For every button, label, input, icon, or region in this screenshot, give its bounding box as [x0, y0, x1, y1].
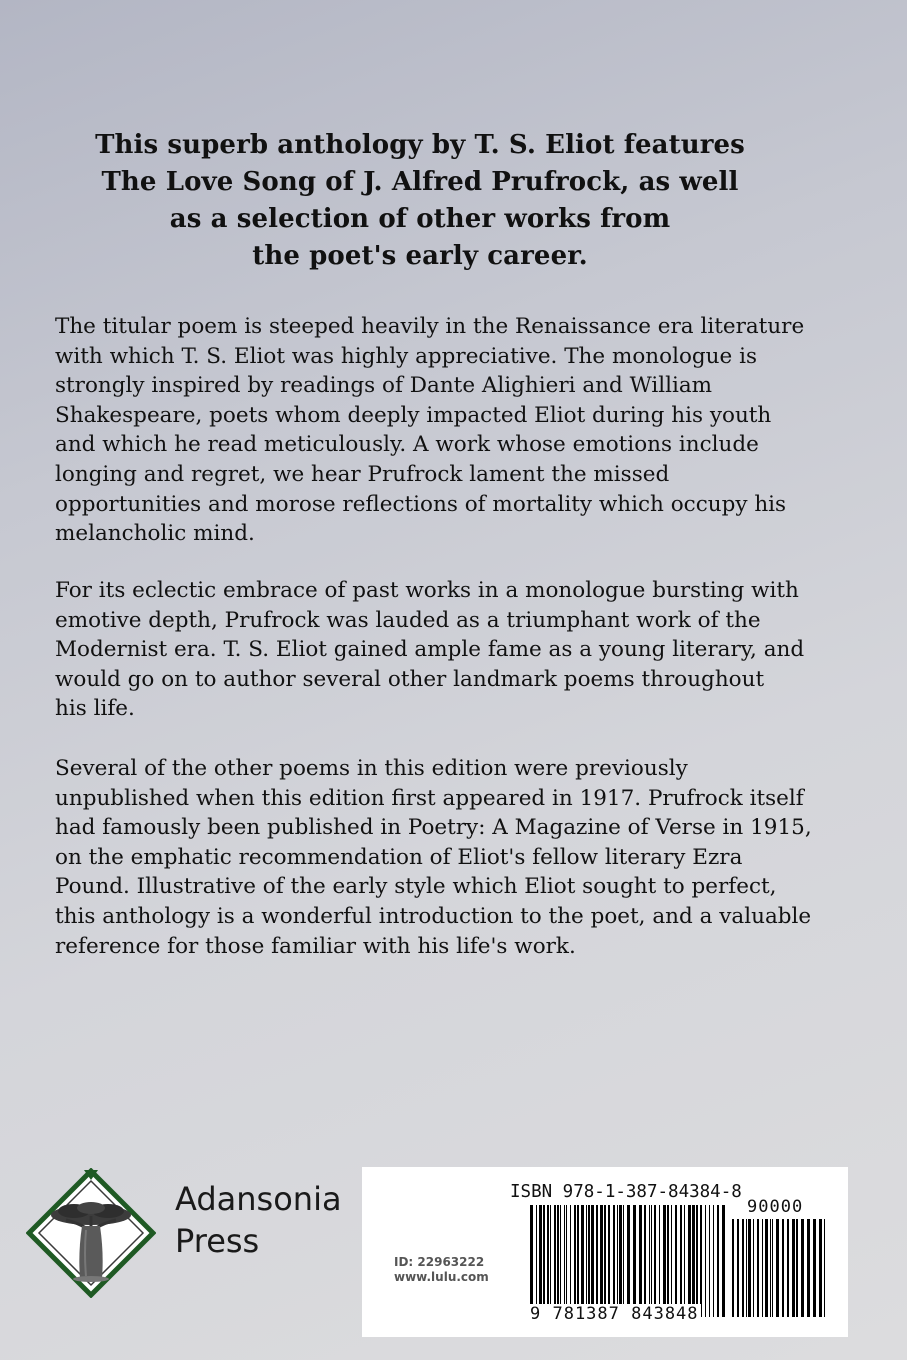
barcode-bar: [654, 1205, 656, 1317]
paragraph-line: The titular poem is steeped heavily in the Renaissance era literature: [55, 314, 805, 339]
paragraph-line: opportunities and morose reflections of mortality which occupy his: [55, 491, 787, 517]
barcode-bar: [807, 1219, 810, 1317]
barcode-bar: [709, 1205, 710, 1317]
barcode-bar: [713, 1205, 714, 1317]
barcode-bar: [688, 1205, 691, 1317]
barcode-bar: [644, 1205, 646, 1317]
isbn-label: ISBN 978-1-387-84384-8: [510, 1182, 742, 1202]
barcode-bar: [737, 1219, 739, 1317]
barcode-bar: [570, 1205, 571, 1317]
barcode-bar: [539, 1205, 542, 1317]
barcode-bar: [717, 1205, 719, 1317]
paragraph-line: Shakespeare, poets whom deeply impacted Eliot during his youth: [55, 402, 772, 428]
barcode-bar: [746, 1219, 747, 1317]
barcode-bar: [536, 1205, 537, 1317]
barcode-bar: [765, 1219, 768, 1317]
paragraph-line: Several of the other poems in this edition were previously: [55, 756, 688, 781]
barcode-bar: [692, 1205, 695, 1317]
paragraph-line: strongly inspired by readings of Dante Alighieri and William: [55, 373, 713, 399]
paragraph-line: reference for those familiar with his life's work.: [55, 933, 576, 959]
paragraph-line: emotive depth, Prufrock was lauded as a triumphant work of the: [55, 607, 761, 633]
paragraph-line: longing and regret, we hear Prufrock lament the missed: [55, 461, 670, 487]
barcode-bar: [776, 1219, 779, 1317]
headline: [60, 127, 780, 275]
paragraph-line: with which T. S. Eliot was highly appreciative. The monologue is: [55, 343, 757, 369]
barcode-bar: [557, 1205, 559, 1317]
paragraph-line: For its eclectic embrace of past works in a monologue bursting with: [55, 578, 799, 603]
barcode-bar: [722, 1205, 725, 1317]
barcode-bar: [581, 1205, 584, 1317]
paragraph-line: on the emphatic recommendation of Eliot's fellow literary Ezra: [55, 844, 743, 870]
barcode-bar: [566, 1205, 567, 1317]
paragraph-line: Modernist era. T. S. Eliot gained ample fame as a young literary, and: [55, 637, 805, 663]
barcode-bar: [792, 1219, 795, 1317]
barcode-bar: [591, 1205, 594, 1317]
paragraph-line: unpublished when this edition first appeared in 1917. Prufrock itself: [55, 785, 804, 811]
barcode-bar: [675, 1205, 677, 1317]
barcode-bar: [684, 1205, 685, 1317]
barcode-bar: [633, 1205, 636, 1317]
barcode-bar: [787, 1219, 789, 1317]
barcode-bar: [757, 1219, 759, 1317]
barcode-bar: [772, 1219, 773, 1317]
barcode-bar: [748, 1219, 751, 1317]
barcode-bar: [667, 1205, 669, 1317]
barcode-bar: [550, 1205, 551, 1317]
addon-digits: 90000: [747, 1197, 804, 1217]
barcode-bar: [604, 1205, 606, 1317]
lulu-id: ID: 22963222: [394, 1255, 485, 1269]
barcode-addon-bars: [732, 1219, 828, 1317]
barcode-bar: [577, 1205, 579, 1317]
barcode-bar: [696, 1205, 698, 1317]
barcode-bar: [753, 1219, 754, 1317]
publisher-line: Press: [175, 1222, 260, 1260]
barcode-bar: [639, 1205, 642, 1317]
barcode-bar: [770, 1219, 771, 1317]
barcode-bar: [663, 1205, 666, 1317]
lulu-url: www.lulu.com: [394, 1270, 489, 1284]
description-paragraph-3: [55, 754, 835, 961]
description-paragraph-2: [55, 576, 835, 724]
baobab-tree-diamond-icon: [26, 1168, 156, 1298]
barcode-bar: [600, 1205, 603, 1317]
barcode-bar: [813, 1219, 816, 1317]
barcode-bar: [588, 1205, 590, 1317]
barcode-bar: [680, 1205, 682, 1317]
paragraph-line: and which he read meticulously. A work whose emotions include: [55, 432, 759, 458]
headline-line: This superb anthology by T. S. Eliot features: [95, 130, 745, 160]
barcode-bar: [801, 1219, 804, 1317]
barcode-bar: [705, 1205, 706, 1317]
barcode-bar: [608, 1205, 610, 1317]
barcode-bar: [627, 1205, 630, 1317]
barcode-bar: [824, 1219, 825, 1317]
paragraph-line: melancholic mind.: [55, 521, 255, 547]
barcode-bar: [560, 1205, 561, 1317]
barcode-bar: [574, 1205, 576, 1317]
barcode-bar: [700, 1205, 702, 1317]
barcode-bar: [623, 1205, 624, 1317]
barcode-bar: [742, 1219, 744, 1317]
barcode-bar: [586, 1205, 587, 1317]
headline-line: The Love Song of J. Alfred Prufrock, as well: [101, 167, 739, 197]
barcode-bar: [564, 1205, 565, 1317]
barcode-bar: [819, 1219, 822, 1317]
headline-line: the poet's early career.: [252, 241, 588, 271]
paragraph-line: had famously been published in Poetry: A Magazine of Verse in 1915,: [55, 815, 812, 841]
barcode-bar: [619, 1205, 622, 1317]
barcode-bar: [659, 1205, 660, 1317]
barcode-bar: [782, 1219, 784, 1317]
barcode-bars: [530, 1205, 726, 1317]
publisher-line: Adansonia: [175, 1180, 342, 1218]
paragraph-line: Pound. Illustrative of the early style which Eliot sought to perfect,: [55, 874, 777, 900]
publisher-name: [175, 1178, 342, 1262]
barcode-bar: [649, 1205, 650, 1317]
isbn-barcode: [362, 1167, 848, 1337]
barcode-bar: [596, 1205, 598, 1317]
paragraph-line: his life.: [55, 696, 135, 722]
barcode-bar: [671, 1205, 672, 1317]
ean-digits: 9 781387 843848: [530, 1304, 699, 1324]
barcode-bar: [796, 1219, 798, 1317]
barcode-bar: [554, 1205, 556, 1317]
barcode-bar: [613, 1205, 615, 1317]
barcode-bar: [617, 1205, 618, 1317]
paragraph-line: would go on to author several other landmark poems throughout: [55, 666, 765, 692]
barcode-bar: [543, 1205, 545, 1317]
barcode-bar: [732, 1219, 734, 1317]
headline-line: as a selection of other works from: [169, 204, 671, 234]
barcode-bar: [547, 1205, 549, 1317]
description-paragraph-1: [55, 312, 835, 549]
barcode-bar: [762, 1219, 763, 1317]
barcode-bar: [530, 1205, 533, 1317]
barcode-bar: [651, 1205, 652, 1317]
paragraph-line: this anthology is a wonderful introduction to the poet, and a valuable: [55, 903, 812, 929]
